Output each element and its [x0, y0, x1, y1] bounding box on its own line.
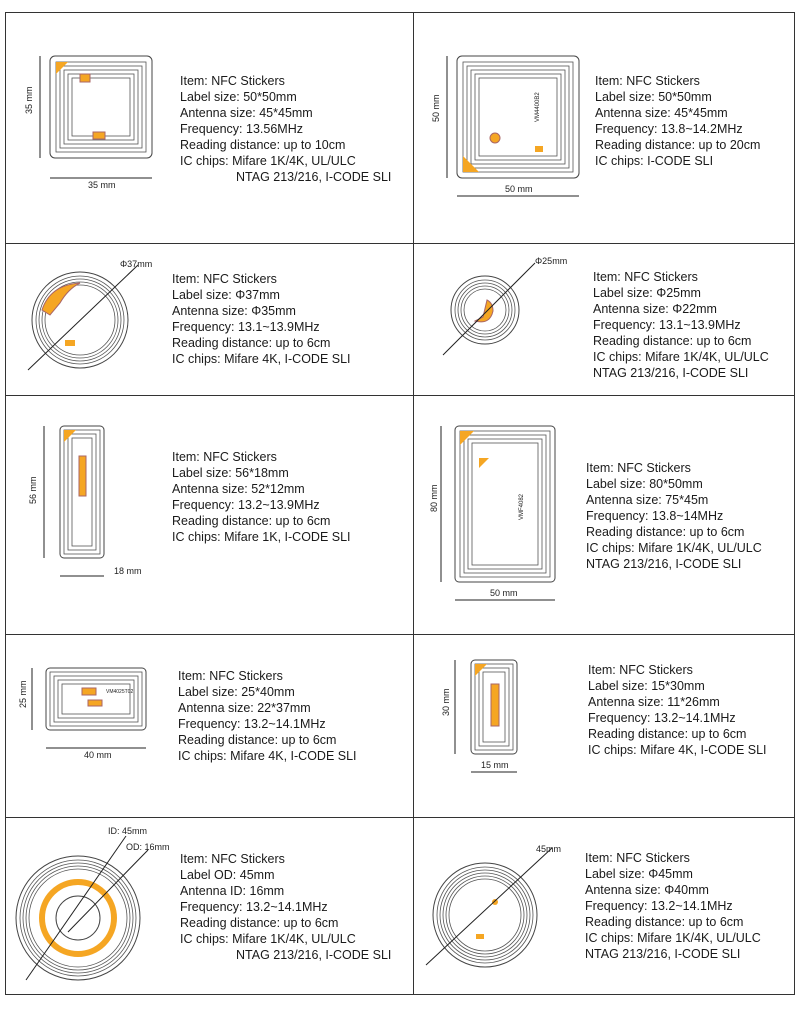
- spec-line: Frequency: 13.2~14.1MHz: [588, 711, 736, 725]
- spec-line: Reading distance: up to 6cm: [586, 525, 745, 539]
- square-tag-diagram: [425, 50, 585, 210]
- spec-line: Antenna size: 75*45m: [586, 493, 709, 507]
- spec-line: Frequency: 13.56MHz: [180, 122, 303, 136]
- spec-list: [172, 449, 351, 545]
- spec-line: Antenna size: 11*26mm: [588, 695, 720, 709]
- spec-line: Label size: Φ45mm: [585, 867, 693, 881]
- spec-line: IC chips: Mifare 1K/4K, UL/ULC: [180, 154, 356, 168]
- spec-line: Label size: 15*30mm: [588, 679, 705, 693]
- width-dimension: 18 mm: [114, 566, 142, 576]
- spec-line: Item: NFC Stickers: [172, 450, 277, 464]
- spec-line: Frequency: 13.1~13.9MHz: [172, 320, 320, 334]
- spec-line: Reading distance: up to 6cm: [178, 733, 337, 747]
- spec-line: IC chips: Mifare 1K/4K, UL/ULC: [593, 350, 769, 364]
- spec-list: [178, 668, 357, 764]
- spec-list: [180, 73, 391, 185]
- round-tag-diagram: [420, 840, 580, 970]
- height-dimension: 80 mm: [429, 484, 439, 512]
- spec-line: Reading distance: up to 6cm: [172, 514, 331, 528]
- spec-line: Label size: 56*18mm: [172, 466, 289, 480]
- column-divider: [413, 13, 414, 994]
- spec-line: Item: NFC Stickers: [585, 851, 690, 865]
- width-dimension: 50 mm: [505, 184, 533, 194]
- spec-line: Item: NFC Stickers: [588, 663, 693, 677]
- spec-list: [586, 460, 762, 572]
- spec-line: NTAG 213/216, I-CODE SLI: [236, 948, 392, 962]
- diameter-label: 45mm: [536, 844, 562, 854]
- row-divider: [6, 817, 794, 818]
- spec-line: Frequency: 13.2~14.1MHz: [178, 717, 326, 731]
- diameter-label: Φ25mm: [535, 256, 568, 266]
- spec-line: Reading distance: up to 6cm: [172, 336, 331, 350]
- od-dimension-label: OD: 16mm: [126, 842, 170, 852]
- spec-line: NTAG 213/216, I-CODE SLI: [586, 557, 742, 571]
- spec-line: Label size: 50*50mm: [180, 90, 297, 104]
- chip-marking: VMF4082: [519, 493, 525, 520]
- height-dimension: 25 mm: [18, 680, 28, 708]
- spec-line: Item: NFC Stickers: [180, 852, 285, 866]
- row-divider: [6, 243, 794, 244]
- spec-line: Item: NFC Stickers: [595, 74, 700, 88]
- round-tag-diagram: [435, 255, 585, 365]
- rect-tag-diagram: [425, 420, 575, 610]
- spec-line: Antenna size: 22*37mm: [178, 701, 311, 715]
- spec-line: Reading distance: up to 6cm: [180, 916, 339, 930]
- spec-line: IC chips: Mifare 4K, I-CODE SLI: [588, 743, 767, 757]
- row-divider: [6, 395, 794, 396]
- spec-line: Frequency: 13.8~14MHz: [586, 509, 724, 523]
- spec-line: IC chips: Mifare 4K, I-CODE SLI: [178, 749, 357, 763]
- spec-line: Antenna size: 52*12mm: [172, 482, 305, 496]
- height-dimension: 35 mm: [24, 86, 34, 114]
- spec-line: IC chips: Mifare 1K/4K, UL/ULC: [180, 932, 356, 946]
- row-divider: [6, 634, 794, 635]
- spec-line: Item: NFC Stickers: [180, 74, 285, 88]
- rect-tag-diagram: [16, 664, 166, 764]
- round-tag-diagram: [8, 820, 183, 995]
- spec-line: Reading distance: up to 6cm: [585, 915, 744, 929]
- spec-line: Item: NFC Stickers: [178, 669, 283, 683]
- spec-line: IC chips: Mifare 1K, I-CODE SLI: [172, 530, 351, 544]
- spec-line: Label size: 80*50mm: [586, 477, 703, 491]
- spec-line: Label size: 25*40mm: [178, 685, 295, 699]
- spec-line: Reading distance: up to 10cm: [180, 138, 346, 152]
- diameter-label: Φ37mm: [120, 259, 153, 269]
- spec-line: Frequency: 13.2~13.9MHz: [172, 498, 320, 512]
- height-dimension: 30 mm: [441, 688, 451, 716]
- spec-line: Antenna size: Φ35mm: [172, 304, 296, 318]
- spec-line: IC chips: I-CODE SLI: [595, 154, 714, 168]
- spec-line: Item: NFC Stickers: [172, 272, 277, 286]
- spec-line: Antenna size: Φ40mm: [585, 883, 709, 897]
- height-dimension: 50 mm: [431, 94, 441, 122]
- spec-list: [180, 851, 391, 963]
- chip-marking: VM4025T02: [106, 689, 134, 695]
- height-dimension: 56 mm: [28, 476, 38, 504]
- square-tag-diagram: [18, 52, 168, 197]
- spec-list: [585, 850, 761, 962]
- spec-line: IC chips: Mifare 1K/4K, UL/ULC: [586, 541, 762, 555]
- spec-line: Antenna size: 45*45mm: [180, 106, 313, 120]
- spec-line: Antenna size: 45*45mm: [595, 106, 728, 120]
- spec-list: [593, 269, 769, 381]
- spec-line: NTAG 213/216, I-CODE SLI: [585, 947, 741, 961]
- rect-tag-diagram: [22, 420, 162, 585]
- chip-marking: VM4400B2: [535, 92, 541, 122]
- width-dimension: 50 mm: [490, 588, 518, 598]
- spec-line: Antenna ID: 16mm: [180, 884, 285, 898]
- spec-line: Label OD: 45mm: [180, 868, 275, 882]
- spec-line: NTAG 213/216, I-CODE SLI: [236, 170, 392, 184]
- spec-line: Item: NFC Stickers: [593, 270, 698, 284]
- spec-line: Frequency: 13.2~14.1MHz: [180, 900, 328, 914]
- spec-line: Frequency: 13.8~14.2MHz: [595, 122, 743, 136]
- width-dimension: 15 mm: [481, 760, 509, 770]
- spec-list: [172, 271, 351, 367]
- spec-line: Antenna size: Φ22mm: [593, 302, 717, 316]
- rect-tag-diagram: [435, 656, 555, 778]
- width-dimension: 35 mm: [88, 180, 116, 190]
- spec-line: Reading distance: up to 20cm: [595, 138, 761, 152]
- spec-line: Item: NFC Stickers: [586, 461, 691, 475]
- spec-list: [595, 73, 760, 169]
- spec-line: Frequency: 13.2~14.1MHz: [585, 899, 733, 913]
- spec-line: Reading distance: up to 6cm: [593, 334, 752, 348]
- spec-list: [588, 662, 767, 758]
- id-dimension-label: ID: 45mm: [108, 826, 148, 836]
- spec-line: IC chips: Mifare 4K, I-CODE SLI: [172, 352, 351, 366]
- spec-line: IC chips: Mifare 1K/4K, UL/ULC: [585, 931, 761, 945]
- spec-line: Label size: 50*50mm: [595, 90, 712, 104]
- spec-line: Reading distance: up to 6cm: [588, 727, 747, 741]
- spec-line: Label size: Φ25mm: [593, 286, 701, 300]
- width-dimension: 40 mm: [84, 750, 112, 760]
- round-tag-diagram: [20, 255, 170, 380]
- spec-line: Frequency: 13.1~13.9MHz: [593, 318, 741, 332]
- spec-line: Label size: Φ37mm: [172, 288, 280, 302]
- spec-line: NTAG 213/216, I-CODE SLI: [593, 366, 749, 380]
